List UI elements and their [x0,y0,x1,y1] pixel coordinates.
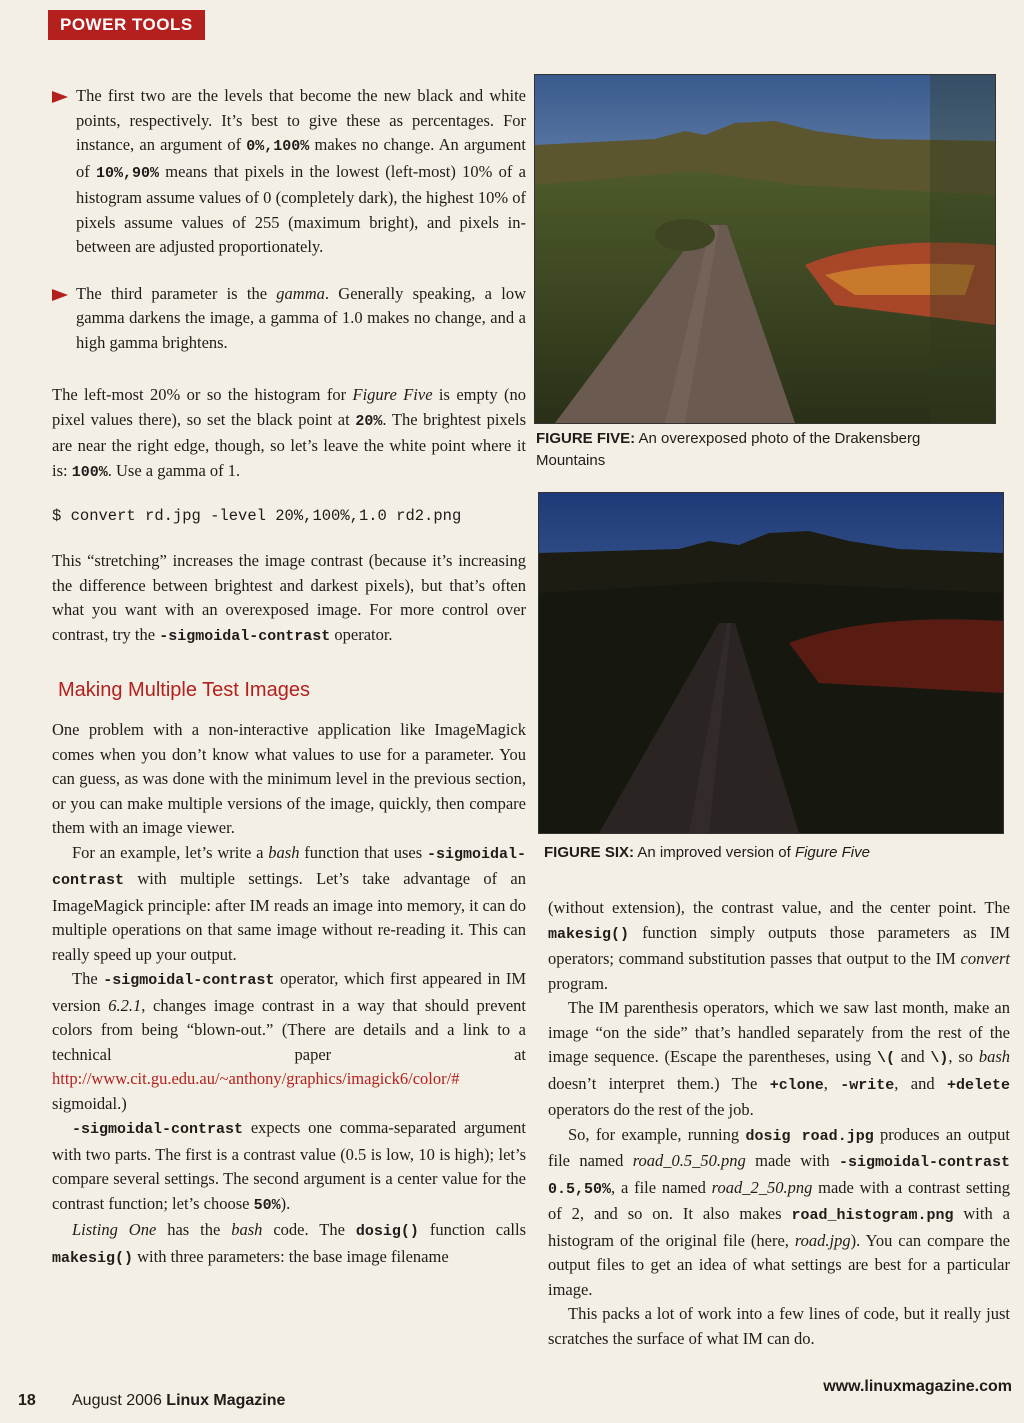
paragraph-problem: One problem with a non-interactive application like ImageMagick comes when you don’t know what values to use for a parameter. You can guess, as was done with the minimum level in the previous section, or you can make multiple versions of the image, quickly, then compare them with an image viewer. [52,720,526,837]
paragraph-so-for-example: So, for example, running dosig road.jpg produces an output file named road_0.5_50.png made with -sigmoidal-contrast 0.5,50%, a file named road_2_50.png made with a contrast setting of 2, and so on. It also makes road_histogram.png with a histogram of the original file (here, road.jpg). You can compare the output files to get an idea of what settings are best for a particular image. [548,1124,1010,1299]
paragraph-expects: -sigmoidal-contrast expects one comma-separated argument with two parts. The first is a contrast value (0.5 is low, 10 is high); let’s compare several settings. The second argument is a center value for the contrast function; let’s choose 50%). [52,1118,526,1214]
figure-five-caption-text: An overexposed photo of the Drakensberg Mountains [536,430,921,469]
paragraph-operator: The -sigmoidal-contrast operator, which first appeared in IM version 6.2.1, changes image contrast in a way that should prevent colors from being “blown-out.” (There are details and a link to a technical paper at http://www.cit.gu.edu.au/~anthony/graphics/imagick6/color/# sigmoidal.) [52,969,526,1113]
reference-link[interactable]: http://www.cit.gu.edu.au/~anthony/graphics/imagick6/color/# [52,1069,460,1088]
section-tag: POWER TOOLS [48,10,205,40]
right-column [548,896,1010,1351]
page-number: 18 [18,1392,36,1409]
paragraph-example: For an example, let’s write a bash function that uses -sigmoidal-contrast with multiple settings. Let’s take advantage of an ImageMagick principle: after IM reads an image into memory, it can do multiple operations on that same image without re-reading it. This can really speed up your output. [52,842,526,964]
figure-five-label: FIGURE FIVE: [536,430,636,447]
bullet-gamma: The third parameter is the gamma. Generally speaking, a low gamma darkens the image, a gamma of 1.0 makes no change, and a high gamma brightens. [52,282,526,356]
paragraph-stretching: This “stretching” increases the image contrast (because it’s increasing the difference between brightest and darkest pixels), but that’s often what you want with an overexposed image. For more control over contrast, try the -sigmoidal-contrast operator. [52,551,526,645]
issue-line: August 2006 Linux Magazine [72,1392,286,1409]
bullet-levels: The first two are the levels that become the new black and white points, respectively. It’s best to give these as percentages. For instance, an argument of 0%,100% makes no change. An argument of 10%,90% means that pixels in the lowest (left-most) 10% of a histogram assume values of 0 (completely dark), the highest 10% of pixels assume values of 255 (maximum bright), and pixels in-between are adjusted proportionately. [52,84,526,260]
left-column [52,84,526,1271]
figure-five-caption [536,428,986,472]
bullet-arrow-icon [52,91,68,103]
figure-six-photo [538,492,1004,834]
magazine-url[interactable]: www.linuxmagazine.com [823,1378,1012,1395]
paragraph-parenthesis: The IM parenthesis operators, which we saw last month, make an image “on the side” that’s handled separately from the rest of the image sequence. (Escape the parentheses, using \( and \), so bash doesn’t interpret them.) The +clone, -write, and +delete operators do the rest of the job. [548,998,1010,1119]
bullet-arrow-icon [52,289,68,301]
figure-six-caption [544,842,994,864]
paragraph-leftmost: The left-most 20% or so the histogram for Figure Five is empty (no pixel values there), so set the black point at 20%. The brightest pixels are near the right edge, though, so let’s leave the white point where it is: 100%. Use a gamma of 1. [52,385,526,481]
figure-six-caption-pre: An improved version of [634,844,795,861]
paragraph-without: (without extension), the contrast value, and the center point. The makesig() function simply outputs those parameters as IM operators; command substitution passes that output to the IM convert program. [548,898,1010,993]
paragraph-packs: This packs a lot of work into a few lines of code, but it really just scratches the surface of what IM can do. [548,1304,1010,1348]
paragraph-listing: Listing One has the bash code. The dosig() function calls makesig() with three parameters: the base image filename [52,1220,526,1267]
convert-command: $ convert rd.jpg -level 20%,100%,1.0 rd2.png [52,507,462,525]
figure-five-photo [534,74,996,424]
figure-six-caption-ref: Figure Five [794,844,870,861]
section-heading: Making Multiple Test Images [58,679,310,701]
figure-six-label: FIGURE SIX: [544,844,635,861]
